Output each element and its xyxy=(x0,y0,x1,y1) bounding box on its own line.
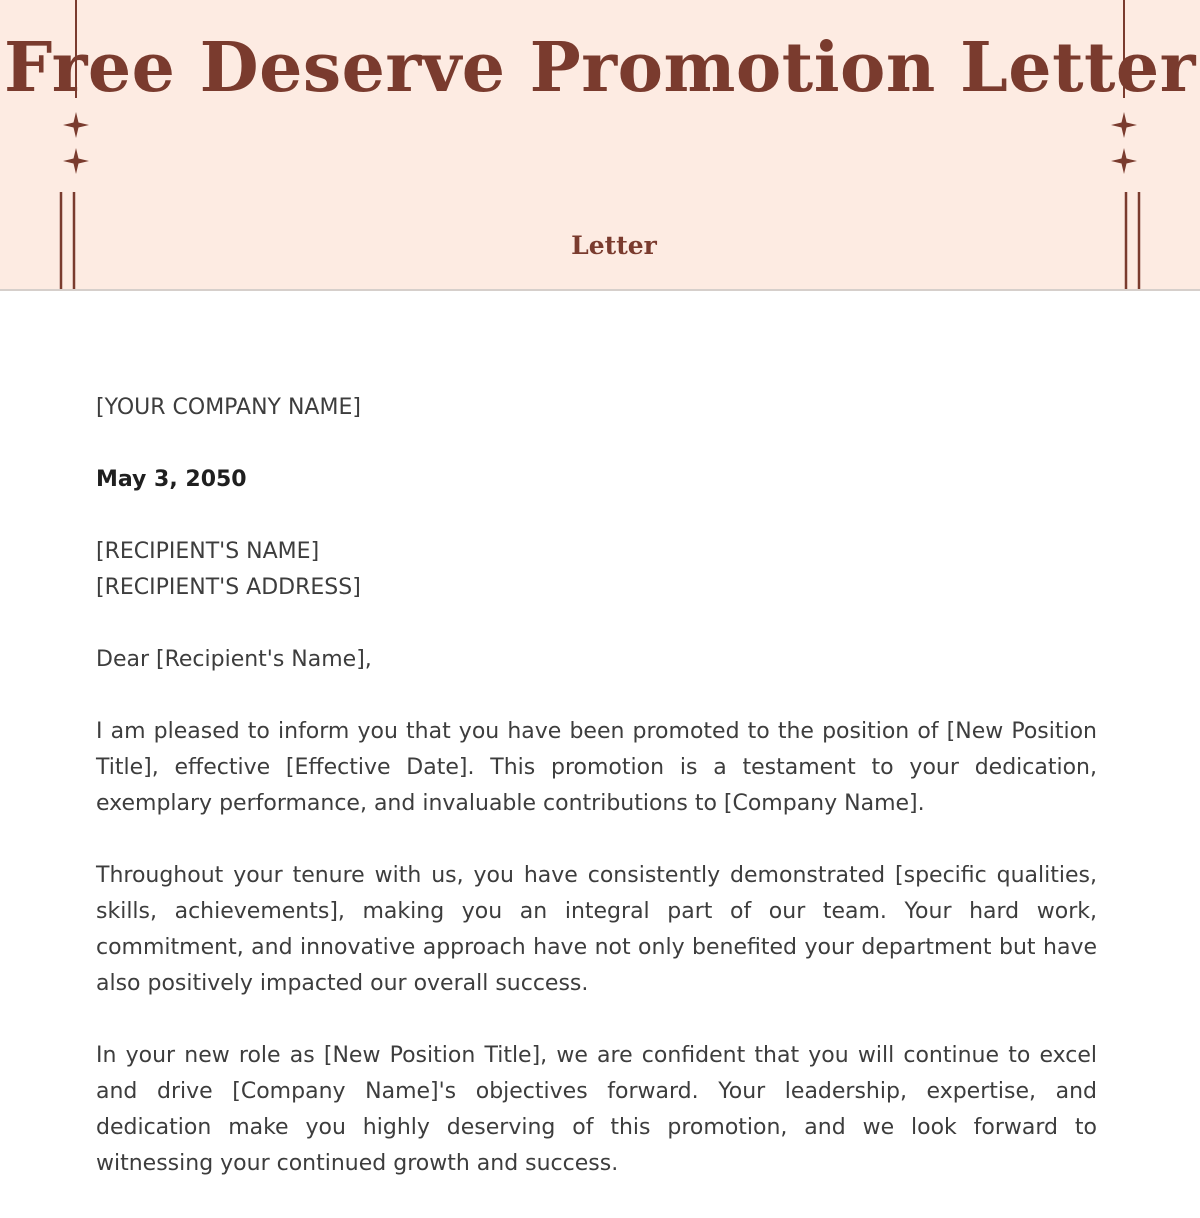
document-subtitle: Letter xyxy=(571,231,657,260)
paragraph-promotion-notice: I am pleased to inform you that you have been promoted to the position of [New Position Title], effective [Effective Date]. This promotion is a testament to your dedication, exemplary performance, and invaluable contributions to [Company Name]. xyxy=(96,719,1097,816)
star-ornament-right-icon xyxy=(1104,0,1144,289)
letter-body xyxy=(96,390,1097,1218)
company-name: [YOUR COMPANY NAME] xyxy=(96,395,361,420)
recipient-block xyxy=(96,534,1097,606)
recipient-address: [RECIPIENT'S ADDRESS] xyxy=(96,575,361,600)
letter-date: May 3, 2050 xyxy=(96,467,247,492)
salutation: Dear [Recipient's Name], xyxy=(96,647,372,672)
paragraph-new-role: In your new role as [New Position Title], we are confident that you will continue to excel and drive [Company Name]'s objectives forward. Your leadership, expertise, and dedication make you highly deserving of this promotion, and we look forward to witnessing your continued growth and success. xyxy=(96,1043,1097,1176)
paragraph-achievements: Throughout your tenure with us, you have consistently demonstrated [specific qualities, skills, achievements], making you an integral part of our team. Your hard work, commitment, and innovative approach have not only benefited your department but have also positively impacted our overall success. xyxy=(96,863,1097,996)
recipient-name: [RECIPIENT'S NAME] xyxy=(96,539,320,564)
document-title: Free Deserve Promotion Letter xyxy=(4,28,1196,108)
letter-header xyxy=(0,0,1200,291)
